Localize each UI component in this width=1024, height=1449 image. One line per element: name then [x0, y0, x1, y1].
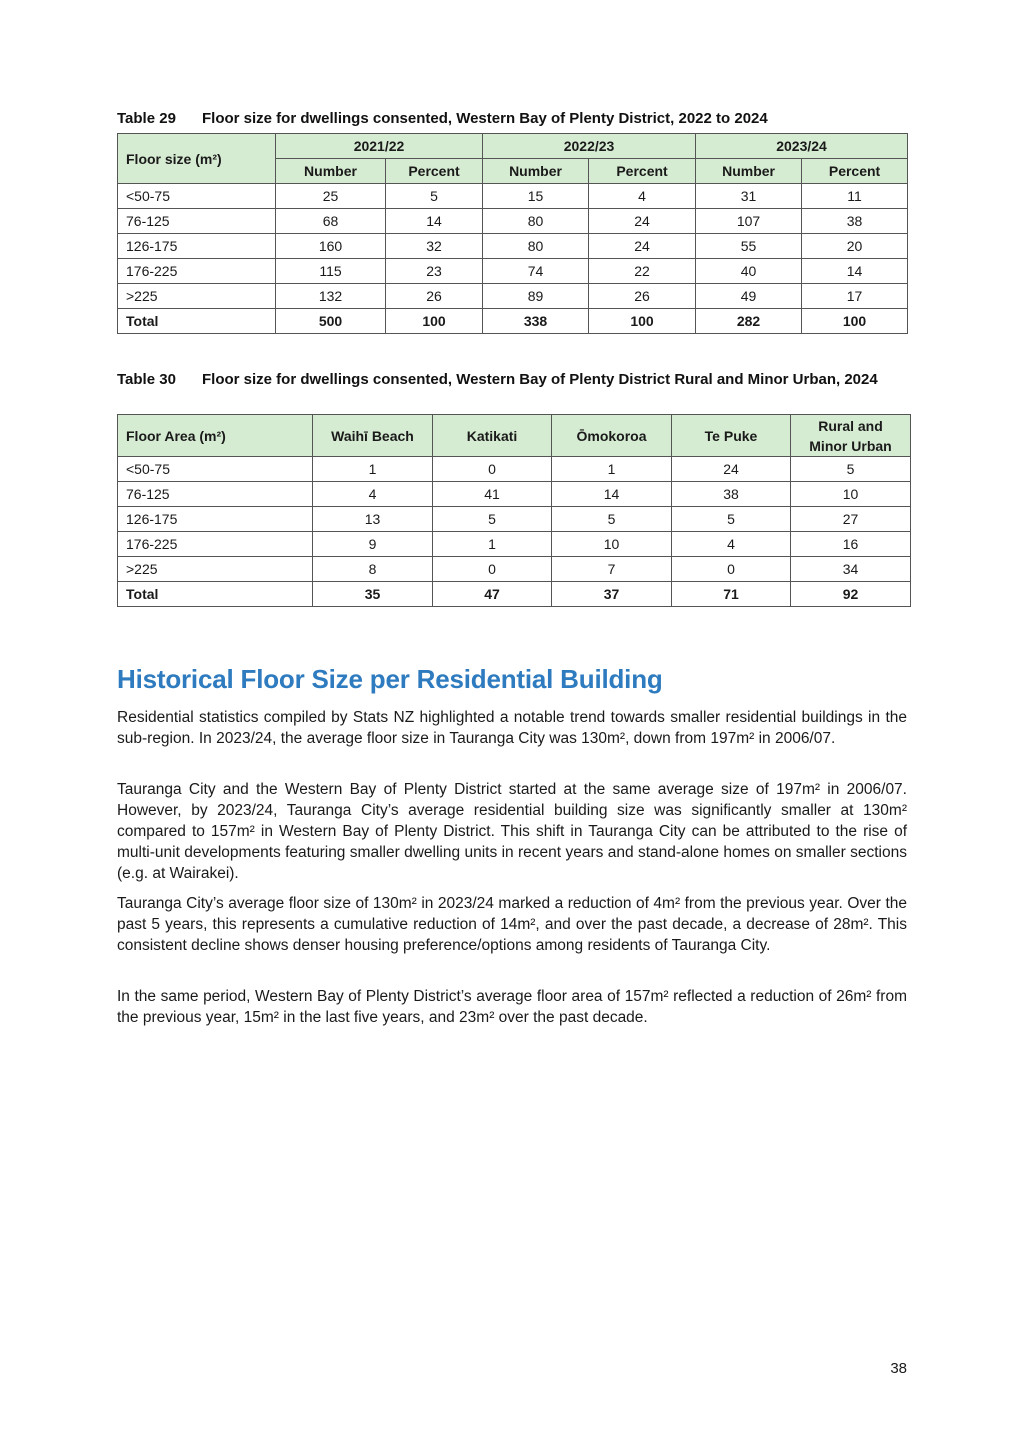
table-cell: 27	[791, 507, 911, 532]
table-cell: 32	[386, 234, 483, 259]
table-29	[117, 133, 908, 334]
table-cell: 74	[483, 259, 589, 284]
table-row	[118, 259, 908, 284]
table-cell: 8	[313, 557, 433, 582]
row-label: >225	[118, 284, 276, 309]
table-cell: 0	[433, 457, 552, 482]
table-row	[118, 209, 908, 234]
table-row	[118, 184, 908, 209]
table-30-caption	[117, 369, 917, 390]
table-cell: 5	[386, 184, 483, 209]
table-cell: 24	[589, 209, 696, 234]
table-total-row	[118, 582, 911, 607]
table-29-sub-header: Number	[483, 159, 589, 184]
table-cell: 100	[589, 309, 696, 334]
table-cell: 34	[791, 557, 911, 582]
table-row	[118, 457, 911, 482]
row-label: 126-175	[118, 234, 276, 259]
table-cell: 115	[276, 259, 386, 284]
table-30-column-header: Rural and Minor Urban	[791, 415, 911, 457]
table-row	[118, 284, 908, 309]
row-label: 176-225	[118, 532, 313, 557]
table-cell: 338	[483, 309, 589, 334]
table-cell: 4	[313, 482, 433, 507]
table-cell: 500	[276, 309, 386, 334]
paragraph: Residential statistics compiled by Stats NZ highlighted a notable trend towards smaller residential buildings in the sub-region. In 2023/24, the average floor size in Tauranga City was 130m², down from 197m² in 2006/07.	[117, 709, 907, 747]
table-cell: 25	[276, 184, 386, 209]
table-cell: 0	[672, 557, 791, 582]
table-29-number: Table 29	[117, 110, 176, 127]
table-cell: 20	[802, 234, 908, 259]
table-29-sub-header: Percent	[589, 159, 696, 184]
table-30-row-header: Floor Area (m²)	[118, 415, 313, 457]
table-cell: 55	[696, 234, 802, 259]
section-heading: Historical Floor Size per Residential Building	[117, 664, 663, 694]
table-cell: 26	[386, 284, 483, 309]
table-cell: 89	[483, 284, 589, 309]
table-30-column-header: Ōmokoroa	[552, 415, 672, 457]
table-row	[118, 507, 911, 532]
table-cell: 160	[276, 234, 386, 259]
table-29-sub-header: Percent	[386, 159, 483, 184]
table-row	[118, 557, 911, 582]
table-cell: 14	[386, 209, 483, 234]
table-cell: 47	[433, 582, 552, 607]
table-row	[118, 482, 911, 507]
table-cell: 5	[672, 507, 791, 532]
table-cell: 92	[791, 582, 911, 607]
table-cell: 49	[696, 284, 802, 309]
table-cell: 37	[552, 582, 672, 607]
table-30-column-header: Waihī Beach	[313, 415, 433, 457]
table-29-sub-header: Number	[696, 159, 802, 184]
table-cell: 4	[589, 184, 696, 209]
table-cell: 5	[552, 507, 672, 532]
row-label: <50-75	[118, 457, 313, 482]
table-cell: 14	[802, 259, 908, 284]
row-label: <50-75	[118, 184, 276, 209]
table-cell: 9	[313, 532, 433, 557]
table-cell: 35	[313, 582, 433, 607]
row-label: Total	[118, 582, 313, 607]
table-cell: 10	[552, 532, 672, 557]
table-cell: 22	[589, 259, 696, 284]
table-29-period-header: 2021/22	[276, 134, 483, 159]
table-cell: 1	[313, 457, 433, 482]
row-label: 76-125	[118, 482, 313, 507]
paragraph: Tauranga City’s average floor size of 130m² in 2023/24 marked a reduction of 4m² from the previous year. Over the past 5 years, this represents a cumulative reduction of 14m², and over the past decade, a decrease of 28m². This consistent decline shows denser housing preference/options among residents of Tauranga City.	[117, 895, 907, 954]
table-cell: 71	[672, 582, 791, 607]
table-29-title: Floor size for dwellings consented, Western Bay of Plenty District, 2022 to 2024	[202, 110, 768, 127]
table-29-caption	[117, 108, 917, 129]
table-cell: 40	[696, 259, 802, 284]
table-cell: 14	[552, 482, 672, 507]
table-cell: 26	[589, 284, 696, 309]
table-cell: 107	[696, 209, 802, 234]
table-29-period-header: 2022/23	[483, 134, 696, 159]
table-cell: 100	[386, 309, 483, 334]
page-number: 38	[890, 1360, 907, 1377]
table-30	[117, 414, 911, 607]
table-cell: 100	[802, 309, 908, 334]
table-cell: 41	[433, 482, 552, 507]
table-cell: 24	[672, 457, 791, 482]
table-cell: 80	[483, 209, 589, 234]
table-cell: 38	[802, 209, 908, 234]
paragraph: In the same period, Western Bay of Plenty District’s average floor area of 157m² reflected a reduction of 26m² from the previous year, 15m² in the last five years, and 23m² over the past decade.	[117, 988, 907, 1026]
table-29-sub-header: Percent	[802, 159, 908, 184]
paragraph: Tauranga City and the Western Bay of Plenty District started at the same average size of 197m² in 2006/07. However, by 2023/24, Tauranga City’s average residential building size was significantly smaller at 130m² compared to 157m² in Western Bay of Plenty District. This shift in Tauranga City can be attributed to the rise of multi-unit developments featuring smaller dwelling units in recent years and stand-alone homes on smaller sections (e.g. at Wairakei).	[117, 781, 907, 882]
table-cell: 17	[802, 284, 908, 309]
table-30-title: Floor size for dwellings consented, Western Bay of Plenty District Rural and Minor Urban, 2024	[202, 371, 878, 388]
table-cell: 5	[433, 507, 552, 532]
table-29-row-header: Floor size (m²)	[118, 134, 276, 184]
table-cell: 7	[552, 557, 672, 582]
table-cell: 80	[483, 234, 589, 259]
table-cell: 282	[696, 309, 802, 334]
table-cell: 16	[791, 532, 911, 557]
table-30-column-header: Te Puke	[672, 415, 791, 457]
table-30-column-header: Katikati	[433, 415, 552, 457]
row-label: 76-125	[118, 209, 276, 234]
table-cell: 11	[802, 184, 908, 209]
table-cell: 24	[589, 234, 696, 259]
table-total-row	[118, 309, 908, 334]
table-cell: 38	[672, 482, 791, 507]
table-cell: 0	[433, 557, 552, 582]
table-cell: 1	[433, 532, 552, 557]
row-label: Total	[118, 309, 276, 334]
table-cell: 23	[386, 259, 483, 284]
table-cell: 1	[552, 457, 672, 482]
table-cell: 15	[483, 184, 589, 209]
row-label: 176-225	[118, 259, 276, 284]
table-cell: 132	[276, 284, 386, 309]
table-cell: 13	[313, 507, 433, 532]
table-row	[118, 234, 908, 259]
table-cell: 4	[672, 532, 791, 557]
table-29-sub-header: Number	[276, 159, 386, 184]
table-cell: 31	[696, 184, 802, 209]
table-29-period-header: 2023/24	[696, 134, 908, 159]
row-label: >225	[118, 557, 313, 582]
table-cell: 68	[276, 209, 386, 234]
table-30-number: Table 30	[117, 371, 176, 388]
row-label: 126-175	[118, 507, 313, 532]
table-cell: 5	[791, 457, 911, 482]
table-cell: 10	[791, 482, 911, 507]
table-row	[118, 532, 911, 557]
